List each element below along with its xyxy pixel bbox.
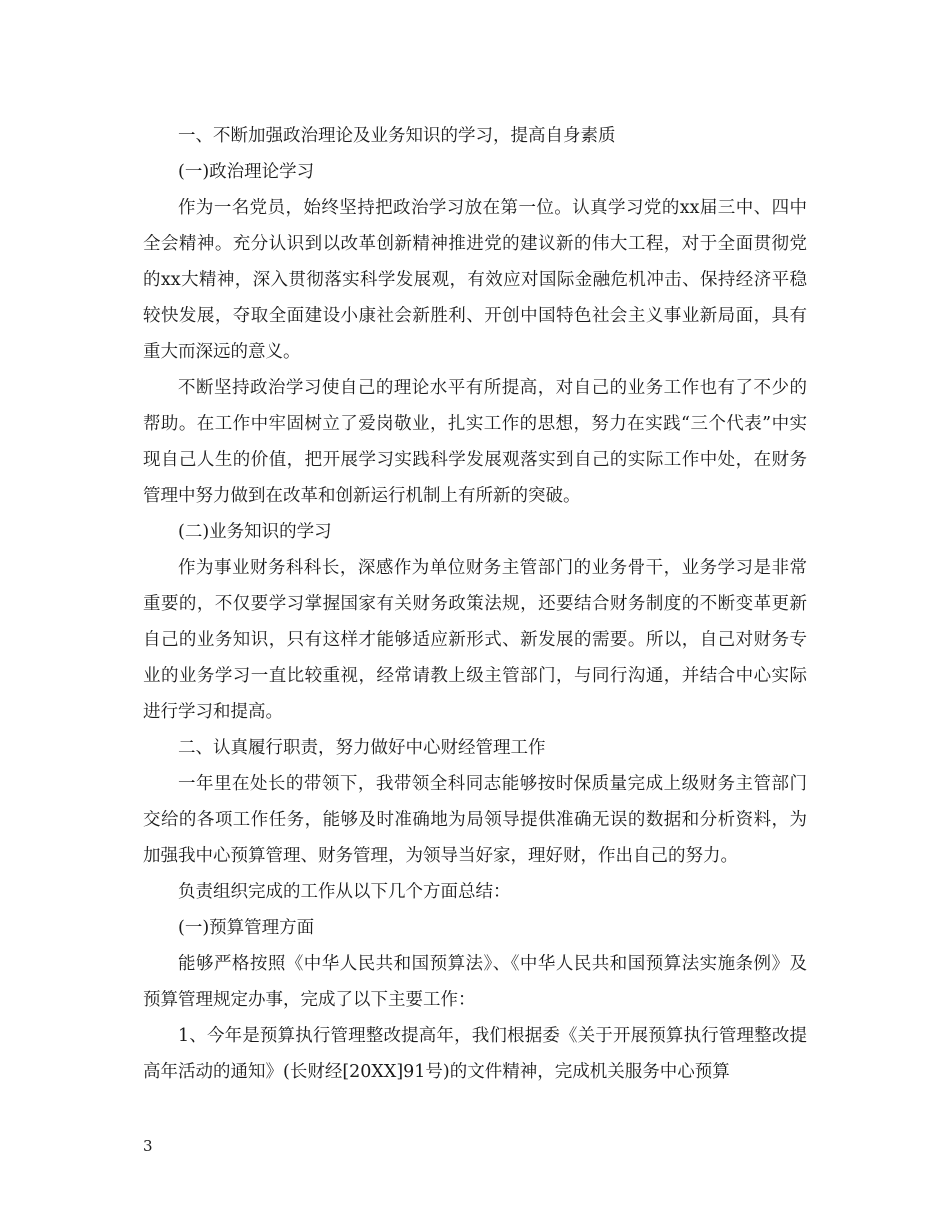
paragraph-party-member: 作为一名党员，始终坚持把政治学习放在第一位。认真学习党的xx届三中、四中全会精神。充分认识到以改革创新精神推进党的建议新的伟大工程，对于全面贯彻党的xx大精神，深入贯彻落实科学发展观，有效应对国际金融危机冲击、保持经济平稳较快发展，夺取全面建设小康社会新胜利、开创中国特色社会主义事业新局面，具有重大而深远的意义。: [143, 198, 807, 362]
paragraph-item-1: 1、今年是预算执行管理整改提高年，我们根据委《关于开展预算执行管理整改提高年活动的通知》(长财经[20XX]91号)的文件精神，完成机关服务中心预算: [143, 1026, 807, 1082]
page-number: 3: [143, 1137, 153, 1155]
paragraph-budget-law: 能够严格按照《中华人民共和国预算法》、《中华人民共和国预算法实施条例》及预算管理规定办事，完成了以下主要工作：: [143, 954, 807, 1010]
subheading-political-study: (一)政治理论学习: [178, 162, 315, 182]
subheading-business-knowledge: (二)业务知识的学习: [178, 522, 332, 542]
heading-section-1: 一、不断加强政治理论及业务知识的学习，提高自身素质: [178, 126, 616, 146]
heading-section-2: 二、认真履行职责，努力做好中心财经管理工作: [178, 738, 546, 758]
paragraph-summary-intro: 负责组织完成的工作从以下几个方面总结：: [178, 882, 511, 902]
paragraph-business-study: 作为事业财务科科长，深感作为单位财务主管部门的业务骨干，业务学习是非常重要的，不仅要学习掌握国家有关财务政策法规，还要结合财务制度的不断变革更新自己的业务知识，只有这样才能够适应新形式、新发展的需要。所以，自己对财务专业的业务学习一直比较重视，经常请教上级主管部门，与同行沟通，并结合中心实际进行学习和提高。: [143, 558, 807, 722]
paragraph-political-study-benefit: 不断坚持政治学习使自己的理论水平有所提高，对自己的业务工作也有了不少的帮助。在工作中牢固树立了爱岗敬业，扎实工作的思想，努力在实践“三个代表”中实现自己人生的价值，把开展学习实践科学发展观落实到自己的实际工作中处，在财务管理中努力做到在改革和创新运行机制上有所新的突破。: [143, 378, 807, 506]
paragraph-annual-work: 一年里在处长的带领下，我带领全科同志能够按时保质量完成上级财务主管部门交给的各项工作任务，能够及时准确地为局领导提供准确无误的数据和分析资料，为加强我中心预算管理、财务管理，为领导当好家，理好财，作出自己的努力。: [143, 774, 807, 866]
document-body: [143, 118, 807, 1090]
subheading-budget-management: (一)预算管理方面: [178, 918, 315, 938]
